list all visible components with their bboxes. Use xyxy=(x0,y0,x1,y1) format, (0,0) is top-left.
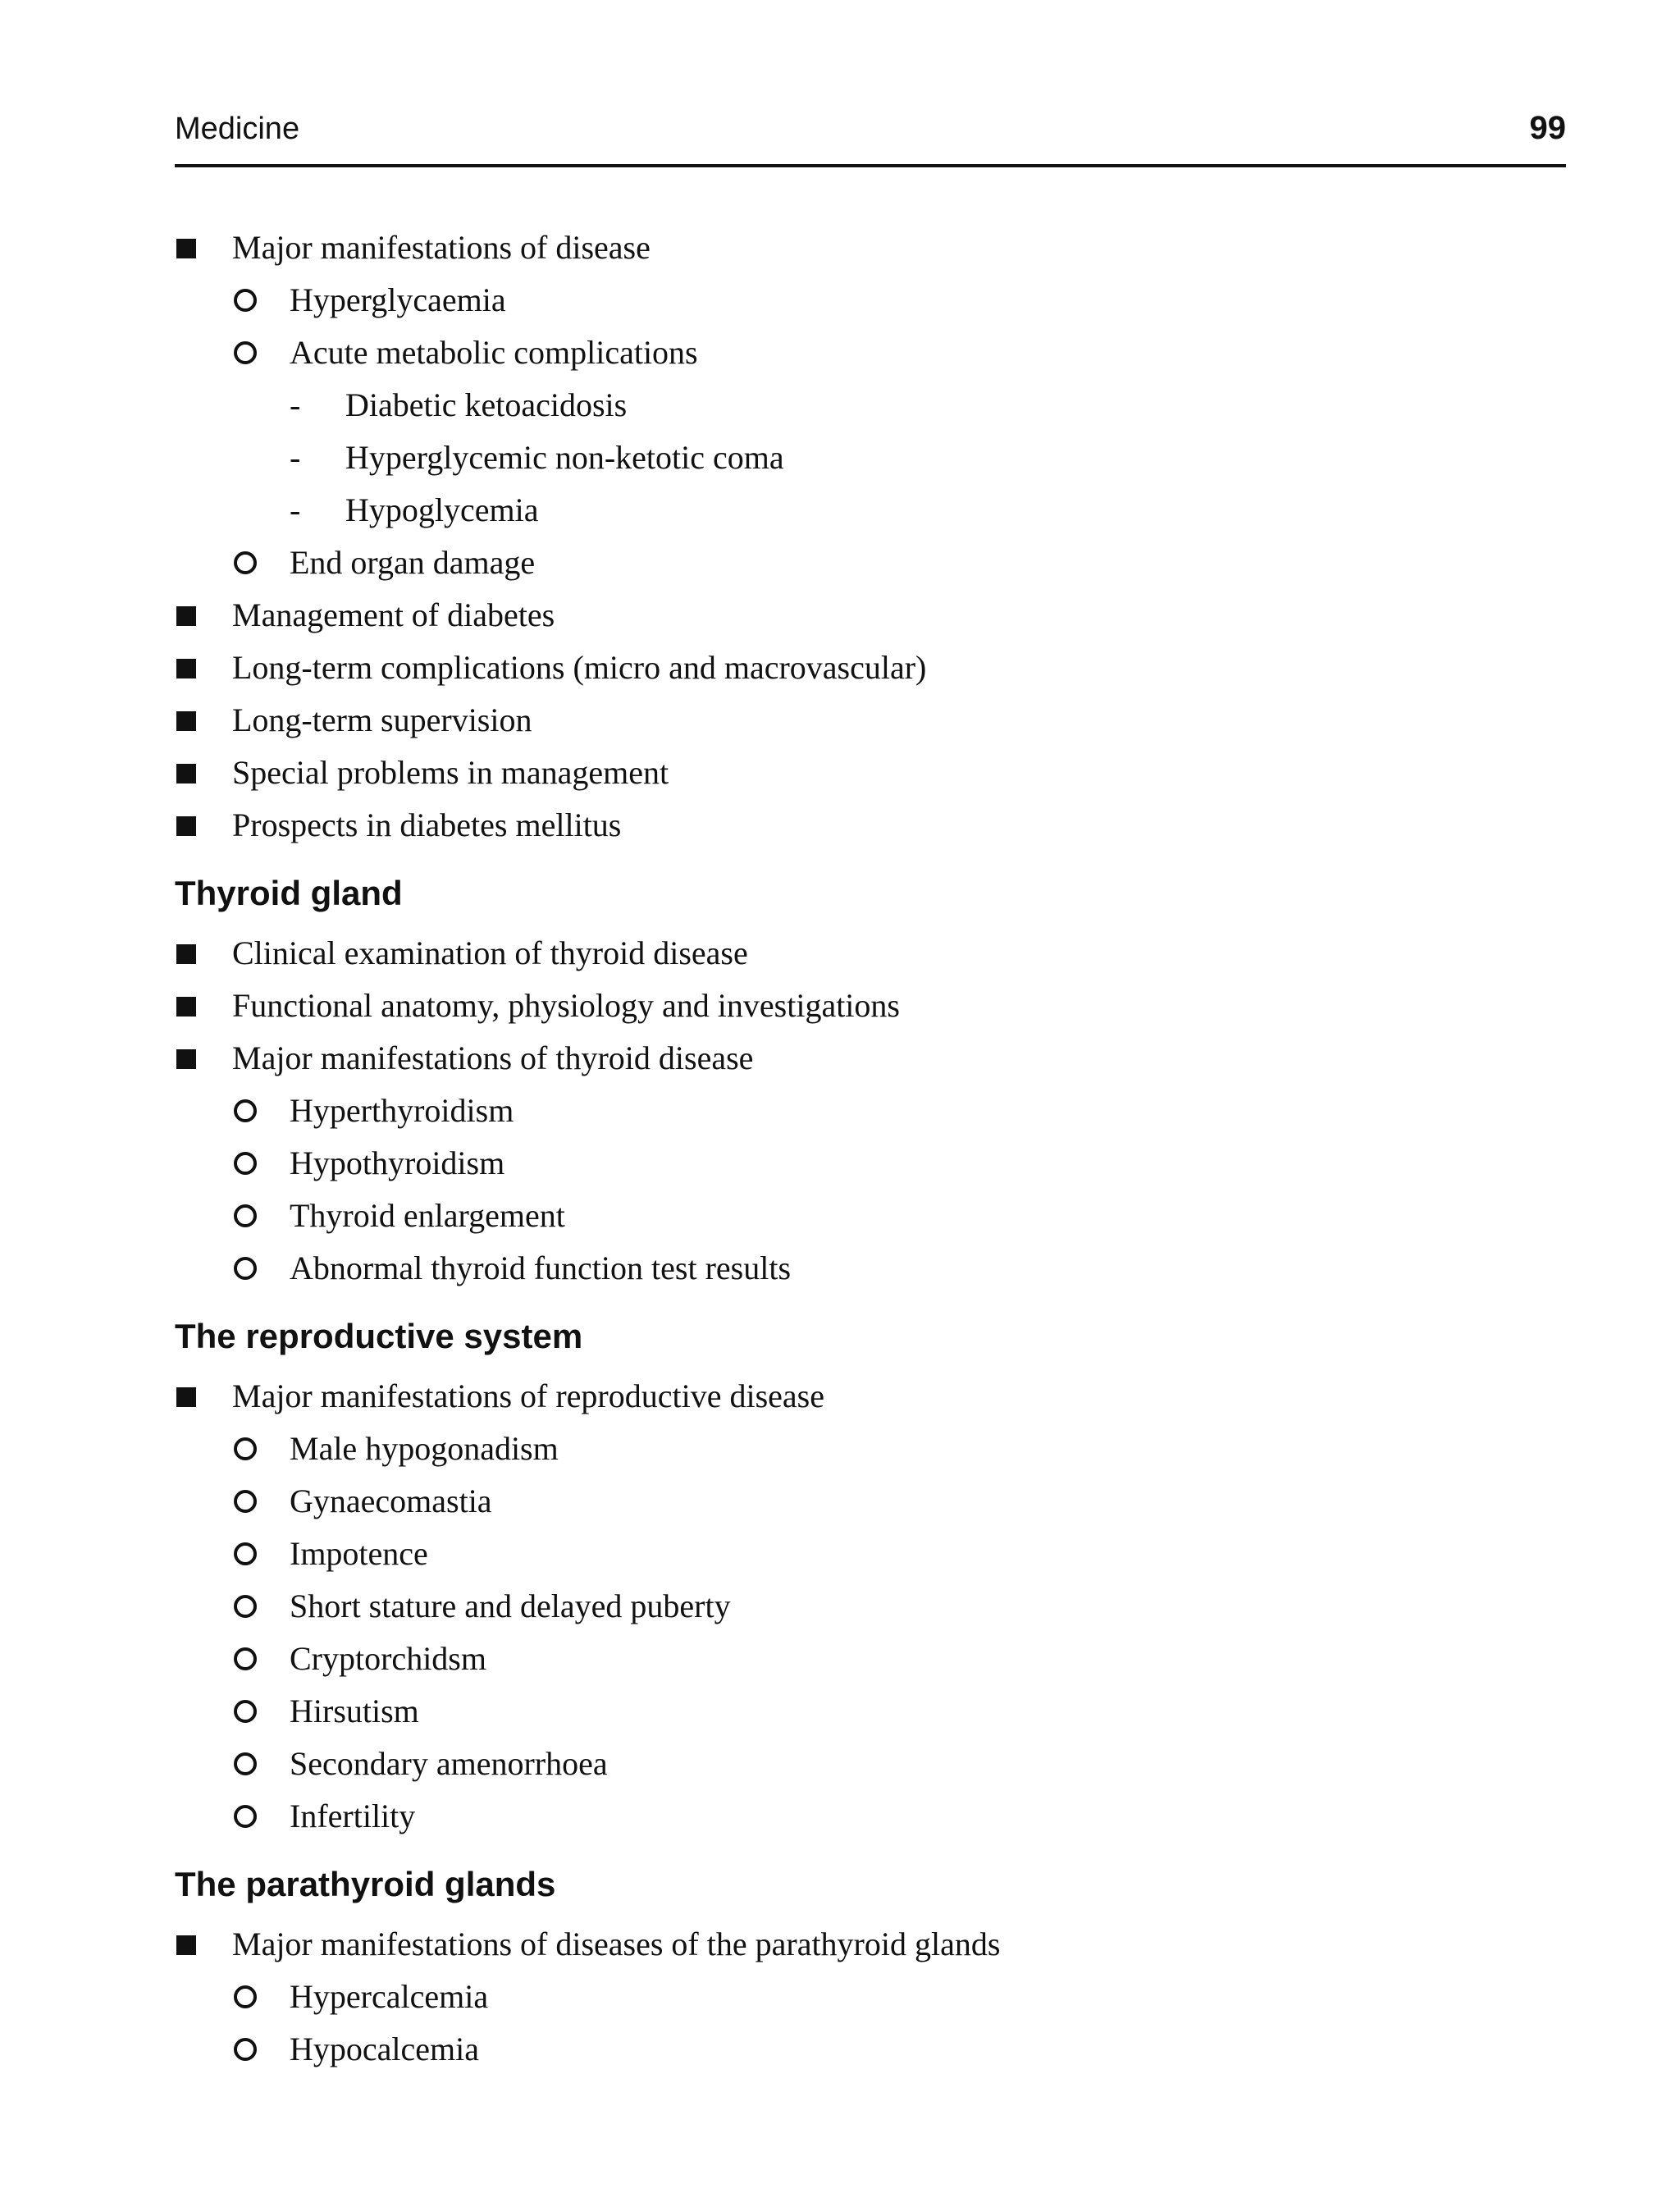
circle-bullet-icon xyxy=(234,1528,257,1581)
list-item-text: Secondary amenorrhoea xyxy=(290,1745,608,1782)
circle-bullet-icon xyxy=(234,1685,257,1738)
list-item-text: Hyperthyroidism xyxy=(290,1092,514,1129)
list-item-text: Impotence xyxy=(290,1535,428,1572)
list-item xyxy=(175,1423,1569,1475)
list-item-text: Acute metabolic complications xyxy=(290,334,698,371)
square-bullet-icon xyxy=(176,980,196,1032)
circle-bullet-icon xyxy=(234,1242,257,1295)
dash-bullet-icon: - xyxy=(290,386,301,423)
dash-bullet-icon: - xyxy=(290,439,301,476)
circle-bullet-icon xyxy=(234,274,257,327)
circle-bullet-icon xyxy=(234,1085,257,1138)
list-item-text: Diabetic ketoacidosis xyxy=(345,386,628,423)
list-item-text: Cryptorchidsm xyxy=(290,1640,486,1677)
square-bullet-icon xyxy=(176,642,196,694)
list-item-text: Clinical examination of thyroid disease xyxy=(232,934,748,971)
list-item xyxy=(175,432,1569,484)
list-item xyxy=(175,1971,1569,2023)
circle-bullet-icon xyxy=(234,1971,257,2024)
list-item xyxy=(175,379,1569,432)
page-number: 99 xyxy=(1529,110,1566,146)
list-item-text: Prospects in diabetes mellitus xyxy=(232,806,622,843)
list-item xyxy=(175,694,1569,747)
list-item xyxy=(175,1580,1569,1633)
circle-bullet-icon xyxy=(234,1190,257,1243)
list-item-text: Infertility xyxy=(290,1798,416,1834)
list-item-text: Hypoglycemia xyxy=(345,491,539,528)
section-heading: Thyroid gland xyxy=(175,874,403,912)
circle-bullet-icon xyxy=(234,1633,257,1686)
list-item-text: Long-term complications (micro and macrovascular) xyxy=(232,649,927,686)
list-item xyxy=(175,1918,1569,1971)
list-item xyxy=(175,927,1569,980)
dash-bullet-icon: - xyxy=(290,491,301,528)
circle-bullet-icon xyxy=(234,1475,257,1528)
list-item-text: Thyroid enlargement xyxy=(290,1197,565,1234)
circle-bullet-icon xyxy=(234,1738,257,1791)
list-item xyxy=(175,1370,1569,1423)
square-bullet-icon xyxy=(176,1918,196,1971)
circle-bullet-icon xyxy=(234,1423,257,1476)
list-item-text: Special problems in management xyxy=(232,754,669,791)
list-item xyxy=(175,1738,1569,1790)
circle-bullet-icon xyxy=(234,537,257,590)
list-item xyxy=(175,1528,1569,1580)
list-item xyxy=(175,1685,1569,1738)
page-header xyxy=(175,107,1566,167)
list-item-text: Abnormal thyroid function test results xyxy=(290,1249,792,1286)
list-item xyxy=(175,1633,1569,1685)
list-item xyxy=(175,1085,1569,1137)
list-item xyxy=(175,2023,1569,2076)
list-item-text: Management of diabetes xyxy=(232,596,555,633)
list-item xyxy=(175,980,1569,1032)
list-item-text: Hirsutism xyxy=(290,1693,419,1729)
square-bullet-icon xyxy=(176,589,196,642)
list-item xyxy=(175,799,1569,852)
list-item xyxy=(175,1032,1569,1085)
list-item-text: Major manifestations of reproductive disease xyxy=(232,1377,824,1414)
circle-bullet-icon xyxy=(234,2023,257,2076)
circle-bullet-icon xyxy=(234,327,257,380)
section-heading: The reproductive system xyxy=(175,1317,583,1355)
square-bullet-icon xyxy=(176,747,196,799)
section-heading: The parathyroid glands xyxy=(175,1865,556,1903)
square-bullet-icon xyxy=(176,1032,196,1085)
list-item xyxy=(175,222,1569,274)
list-item-text: Hyperglycemic non-ketotic coma xyxy=(345,439,784,476)
list-item-text: Major manifestations of thyroid disease xyxy=(232,1039,754,1076)
square-bullet-icon xyxy=(176,694,196,747)
list-item-text: Hypocalcemia xyxy=(290,2031,479,2067)
running-title: Medicine xyxy=(175,112,300,146)
square-bullet-icon xyxy=(176,1370,196,1423)
list-item-text: Hyperglycaemia xyxy=(290,281,506,318)
list-item-text: Short stature and delayed puberty xyxy=(290,1588,731,1624)
list-item xyxy=(175,589,1569,642)
square-bullet-icon xyxy=(176,927,196,980)
list-item xyxy=(175,327,1569,379)
list-item-text: Major manifestations of diseases of the parathyroid glands xyxy=(232,1926,1001,1962)
list-item xyxy=(175,274,1569,327)
list-item-text: Gynaecomastia xyxy=(290,1482,492,1519)
square-bullet-icon xyxy=(176,799,196,852)
list-item xyxy=(175,537,1569,589)
list-item xyxy=(175,1190,1569,1242)
circle-bullet-icon xyxy=(234,1137,257,1190)
list-item-text: Major manifestations of disease xyxy=(232,229,651,266)
list-item-text: Long-term supervision xyxy=(232,701,532,738)
outline-content xyxy=(175,222,1569,2076)
list-item-text: Hypothyroidism xyxy=(290,1144,505,1181)
list-item xyxy=(175,1475,1569,1528)
list-item xyxy=(175,1242,1569,1295)
list-item xyxy=(175,642,1569,694)
list-item xyxy=(175,484,1569,537)
square-bullet-icon xyxy=(176,222,196,274)
list-item-text: Hypercalcemia xyxy=(290,1978,489,2015)
circle-bullet-icon xyxy=(234,1580,257,1633)
list-item xyxy=(175,1790,1569,1843)
list-item-text: End organ damage xyxy=(290,544,536,581)
list-item xyxy=(175,1137,1569,1190)
circle-bullet-icon xyxy=(234,1790,257,1843)
list-item-text: Functional anatomy, physiology and investigations xyxy=(232,987,900,1024)
list-item xyxy=(175,747,1569,799)
list-item-text: Male hypogonadism xyxy=(290,1430,559,1467)
